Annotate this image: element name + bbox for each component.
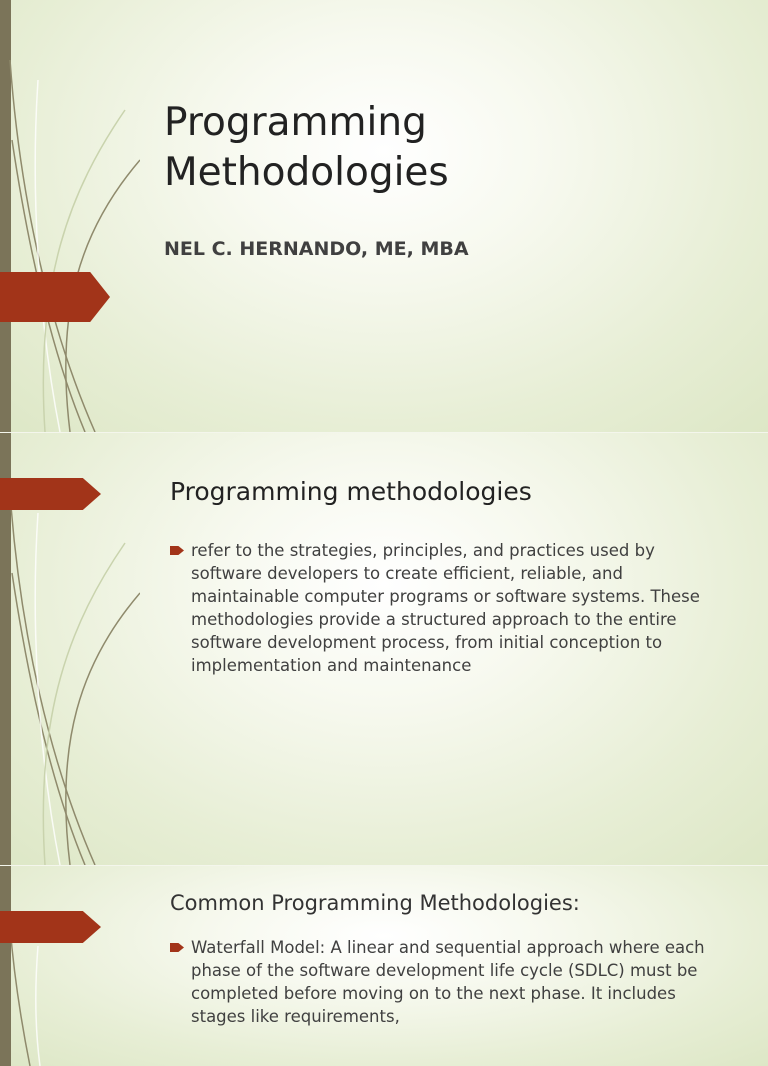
slide-title: Programming Methodologies [164,100,449,195]
arrow-bullet-icon [170,546,184,555]
author-name: NEL C. HERNANDO, ME, MBA [164,238,469,260]
bullet-list [170,936,720,1028]
slide-3 [0,866,768,1066]
bullet-text: refer to the strategies, principles, and practices used by software developers to create efficient, reliable, and maintainable computer programs or software systems. These methodologies provide a structured approach to the entire software development process, from initial conception to implementation and maintenance [191,541,700,675]
slide-1 [0,0,768,432]
slide-title: Common Programming Methodologies: [170,891,580,915]
bullet-item [170,539,720,677]
slide-2 [0,433,768,865]
accent-arrow [0,478,101,510]
bullet-item [170,936,720,1028]
accent-arrow [0,911,101,943]
slide-title: Programming methodologies [170,477,532,506]
decorative-curves [0,0,140,432]
bullet-text: Waterfall Model: A linear and sequential approach where each phase of the software development life cycle (SDLC) must be completed before moving on to the next phase. It includes stages like requirements, [191,938,705,1026]
accent-arrow [0,272,110,322]
decorative-curves [0,866,140,1066]
arrow-bullet-icon [170,943,184,952]
bullet-list [170,539,720,677]
